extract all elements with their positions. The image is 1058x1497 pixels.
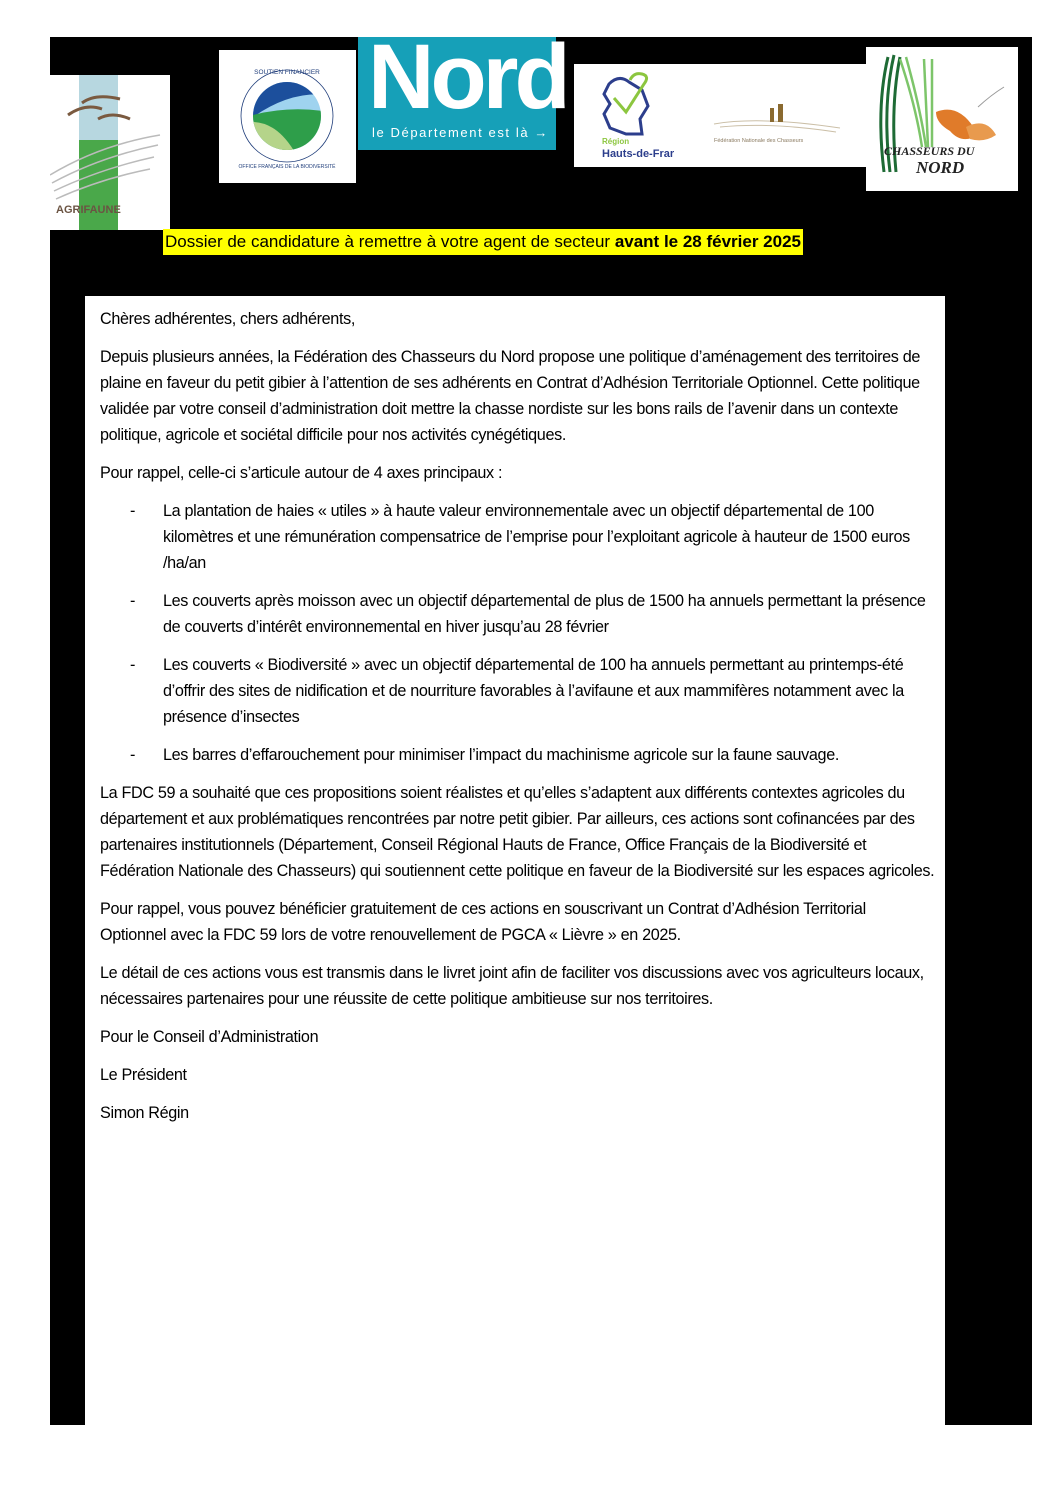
banner-text: Dossier de candidature à remettre à votre agent de secteur bbox=[165, 232, 615, 251]
svg-text:CHASSEURS DU: CHASSEURS DU bbox=[884, 144, 975, 158]
nord-departement-logo bbox=[358, 26, 567, 150]
black-frame-right bbox=[945, 296, 1032, 1425]
paragraph-details: Le détail de ces actions vous est transmis dans le livret joint afin de faciliter vos discussions avec vos agriculteurs locaux, nécessaires partenaires pour une réussite de cette politique ambitieuse sur nos territoires. bbox=[100, 964, 924, 1008]
region-fnc-logos bbox=[574, 64, 866, 167]
agrifaune-logo bbox=[50, 75, 170, 230]
axes-list bbox=[100, 498, 935, 768]
paragraph-intro: Depuis plusieurs années, la Fédération des Chasseurs du Nord propose une politique d’aménagement des territoires de plaine en faveur du petit gibier à l’attention de ses adhérents en Contrat d’Adhésion Territoriale Optionnel. Cette politique validée par votre conseil d’administration doit mettre la chasse nordiste sur les bons rails de l’avenir dans un contexte politique, agricole et sociétal difficile pour nos activités cynégétiques. bbox=[100, 348, 920, 444]
bullet-dash: - bbox=[130, 502, 136, 520]
chasseurs-du-nord-emblem-icon bbox=[866, 47, 1018, 191]
svg-text:NORD: NORD bbox=[916, 158, 965, 177]
axis-item: - Les barres d’effarouchement pour minimiser l’impact du machinisme agricole sur la faune sauvage. bbox=[100, 742, 935, 768]
axis-item: - Les couverts après moisson avec un objectif départemental de plus de 1500 ha annuels permettant la présence de couverts d’intérêt environnemental en hiver jusqu’au 28 février bbox=[100, 588, 935, 640]
signoff-title: Le Président bbox=[100, 1066, 187, 1084]
axis-item: - Les couverts « Biodiversité » avec un objectif départemental de 100 ha annuels permettant au printemps-été d’offrir des sites de nidification et de nourriture favorables à l’avifaune et aux mammifères notamment avec la présence d’insectes bbox=[100, 652, 935, 730]
svg-text:Fédération Nationale des Chass: Fédération Nationale des Chasseurs bbox=[714, 138, 804, 144]
nord-tagline: le Département est là → bbox=[372, 125, 549, 140]
chasseurs-du-nord-logo bbox=[866, 47, 1018, 191]
greeting: Chères adhérentes, chers adhérents, bbox=[100, 310, 356, 328]
paragraph-fdc59: La FDC 59 a souhaité que ces propositions soient réalistes et qu’elles s’adaptent aux différents contextes agricoles du département et aux problématiques rencontrées par notre petit gibier. Par ailleurs, ces actions sont cofinancées par des partenaires institutionnels (Département, Conseil Régional Hauts de France, Office Français de la Biodiversité et Fédération Nationale des Chasseurs) qui soutiennent cette politique en faveur de la Biodiversité sur les espaces agricoles. bbox=[100, 784, 935, 880]
svg-text:OFFICE FRANÇAIS DE LA BIODIVER: OFFICE FRANÇAIS DE LA BIODIVERSITÉ bbox=[238, 164, 336, 170]
fnc-hunters-icon bbox=[710, 94, 850, 154]
deadline-banner bbox=[163, 229, 803, 255]
bullet-dash: - bbox=[130, 656, 136, 674]
svg-text:SOUTIEN FINANCIER: SOUTIEN FINANCIER bbox=[254, 69, 320, 76]
svg-text:Région: Région bbox=[602, 137, 630, 146]
svg-text:Hauts-de-Frar: Hauts-de-Frar bbox=[602, 148, 674, 160]
bullet-dash: - bbox=[130, 746, 136, 764]
axis-item: - La plantation de haies « utiles » à haute valeur environnementale avec un objectif départemental de 100 kilomètres et une rémunération compensatrice de l’emprise pour l’exploitant agricole à hauteur de 1500 euros /ha/an bbox=[100, 498, 935, 576]
svg-text:AGRIFAUNE: AGRIFAUNE bbox=[56, 204, 121, 216]
bullet-dash: - bbox=[130, 592, 136, 610]
ofb-logo bbox=[219, 50, 356, 183]
agrifaune-emblem-icon bbox=[50, 75, 170, 230]
ofb-roundel-icon bbox=[219, 50, 356, 183]
letter-body bbox=[85, 296, 945, 1425]
nord-title: Nord bbox=[368, 26, 567, 128]
signoff-council: Pour le Conseil d’Administration bbox=[100, 1028, 319, 1046]
banner-deadline: avant le 28 février 2025 bbox=[614, 232, 801, 251]
paragraph-axes-intro: Pour rappel, celle-ci s’articule autour de 4 axes principaux : bbox=[100, 464, 503, 482]
region-hauts-de-france-icon bbox=[574, 64, 674, 167]
black-frame-left bbox=[50, 296, 85, 1425]
signoff-name: Simon Régin bbox=[100, 1104, 189, 1122]
paragraph-reminder: Pour rappel, vous pouvez bénéficier gratuitement de ces actions en souscrivant un Contrat d’Adhésion Territorial Optionnel avec la FDC 59 lors de votre renouvellement de PGCA « Lièvre » en 2025. bbox=[100, 900, 866, 944]
